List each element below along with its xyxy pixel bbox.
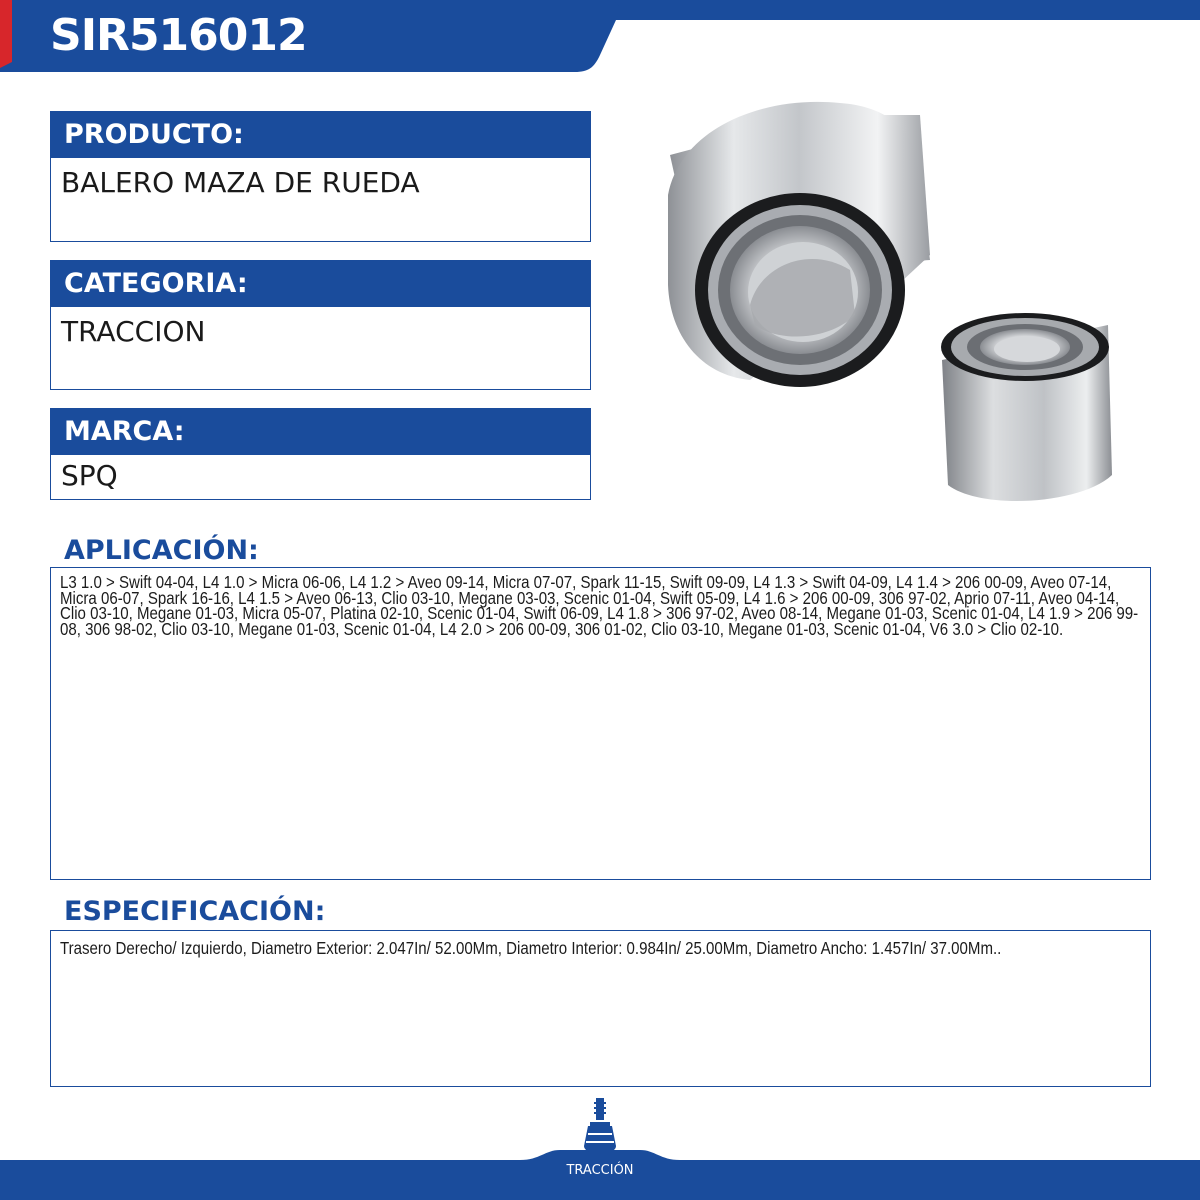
cv-joint-icon [580, 1098, 620, 1164]
categoria-box [50, 260, 591, 390]
marca-value: SPQ [61, 459, 118, 492]
categoria-value: TRACCION [61, 315, 206, 348]
especificacion-text: Trasero Derecho/ Izquierdo, Diametro Exterior: 2.047In/ 52.00Mm, Diametro Interior: 0.984In/ 25.00Mm, Diametro Ancho: 1.457In/ 37.00Mm.. [60, 938, 1002, 958]
large-bearing [668, 102, 930, 387]
producto-value: BALERO MAZA DE RUEDA [61, 166, 420, 199]
aplicacion-text: L3 1.0 > Swift 04-04, L4 1.0 > Micra 06-06, L4 1.2 > Aveo 09-14, Micra 07-07, Spark 11-15, Swift 09-09, L4 1.3 > Swift 04-09, L4 1.4 > 206 00-09, Aveo 07-14, Micra 06-07, Spark 16-16, L4 1.5 > Aveo 06-13, Clio 03-10, Megane 03-03, Scenic 01-04, Swift 05-09, L4 1.6 > 206 00-09, 306 97-02, Aprio 07-11, Aveo 04-14, Clio 03-10, Megane 01-03, Micra 05-07, Platina 02-10, Scenic 01-04, Swift 06-09, L4 1.8 > 306 97-02, Aveo 08-14, Megane 01-03, Scenic 01-04, L4 1.9 > 206 99-08, 306 98-02, Clio 03-10, Megane 01-03, Scenic 01-04, L4 2.0 > 206 00-09, 306 01-02, Clio 03-10, Megane 01-03, Scenic 01-04, V6 3.0 > Clio 02-10. [60, 572, 1139, 639]
producto-box [50, 111, 591, 242]
marca-box [50, 408, 591, 500]
product-image [640, 85, 1140, 515]
especificacion-box [50, 930, 1151, 1087]
producto-label: PRODUCTO: [51, 112, 590, 158]
categoria-label: CATEGORIA: [51, 261, 590, 307]
small-bearing [941, 313, 1112, 501]
marca-label: MARCA: [51, 409, 590, 455]
aplicacion-title: APLICACIÓN: [64, 535, 259, 566]
especificacion-title: ESPECIFICACIÓN: [64, 896, 326, 927]
product-sku-title: SIR516012 [50, 10, 307, 61]
footer-category-label: TRACCIÓN [566, 1163, 634, 1178]
aplicacion-box [50, 567, 1151, 880]
